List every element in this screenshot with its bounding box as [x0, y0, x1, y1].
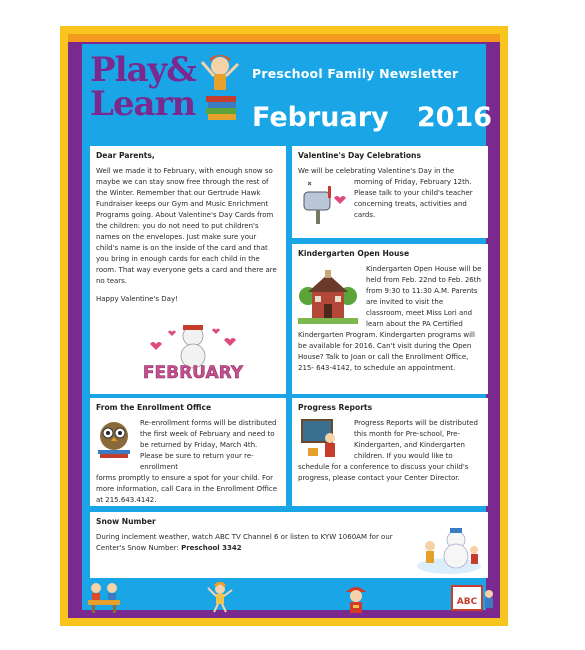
abc-text: ABC: [456, 597, 478, 607]
february-art-text: FEBRUARY: [142, 363, 244, 383]
section-heading: Dear Parents,: [96, 151, 155, 160]
schoolhouse-icon: [298, 268, 358, 324]
owl-on-books-icon: [94, 418, 134, 460]
valentine-mailbox-icon: [298, 178, 346, 226]
kindergarten-body: Kindergarten Program. Kindergarten programs will be available for 2016. Can't visit during the Open House? Talk to Joan or call the Enrollment Office, 215- 643-4142, to schedule an appointment.: [298, 331, 475, 372]
progress-body: schedule for a conference to discuss your child's progress, please contact your Center Director.: [298, 463, 469, 482]
snow-number: Preschool 3342: [181, 544, 242, 552]
section-heading: Valentine's Day Celebrations: [298, 151, 421, 160]
dear-parents-section: [90, 146, 286, 394]
newsletter-date: February 2016: [252, 102, 493, 133]
section-heading: Snow Number: [96, 517, 156, 526]
kindergarten-body-indented: Kindergarten Open House will be held from Feb. 22nd to Feb. 26th from 9:30 to 11:30 A.M. Parents are invited to visit the classroom, meet Miss Lori and learn about the PA Certified: [366, 265, 482, 328]
snow-number-section: [90, 512, 488, 578]
progress-body-indented: Progress Reports will be distributed this month for Pre-school, Pre-Kindergarten, and Kindergarten children. If you would like to: [354, 419, 478, 460]
snowman-kids-icon: [416, 516, 482, 574]
valentines-body: morning of Friday, February 12th. Please talk to your child's teacher concerning treats, activities and cards.: [354, 178, 473, 219]
enrollment-body: forms promptly to ensure a spot for your child. For more information, call Cara in the Enrollment Office at 215.643.4142.: [96, 474, 278, 504]
dear-parents-body: Well we made it to February, with enough snow so maybe we can stay snow free through the rest of the Winter. Remember that our Gertrude Hawk Fundraiser keeps our Gym and Music Enrichment Programs going. About Valentine's Day Cards from the children: you do not need to put children's names on the envelopes. Just make sure your child's name is on the inside of the card and that you bring in enough cards for each child in the room. That way everyone gets a card and there are no tears.: [96, 167, 277, 285]
logo-text-learn: Learn: [90, 84, 196, 124]
valentines-line1: We will be celebrating Valentine's Day in the: [298, 167, 455, 175]
february-snowman-illustration: [138, 322, 248, 386]
snow-body-text: During inclement weather, watch ABC TV Channel 6 or listen to KYW 1060AM for our Center's Snow Number:: [96, 533, 393, 552]
section-heading: Kindergarten Open House: [298, 249, 410, 258]
snow-body: [96, 532, 406, 554]
top-border-orange: [68, 34, 500, 42]
firefighter-kid-icon: [340, 582, 372, 614]
section-heading: Progress Reports: [298, 403, 373, 412]
enrollment-office-section: [90, 398, 286, 506]
girl-jumping-icon: [206, 582, 234, 614]
logo-text-play: Play&: [90, 50, 196, 90]
teacher-at-board-icon: [298, 416, 342, 460]
abc-chalkboard-kid-icon: [450, 584, 496, 614]
section-heading: From the Enrollment Office: [96, 403, 212, 412]
kids-at-table-icon: [86, 580, 122, 614]
kindergarten-open-house-section: [292, 244, 488, 394]
newsletter-title: Preschool Family Newsletter: [252, 66, 459, 81]
logo-kid-on-books-icon: [200, 52, 240, 127]
valentines-section: [292, 146, 488, 238]
closing-text: Happy Valentine's Day!: [96, 295, 178, 303]
enrollment-body-indented: Re-enrollment forms will be distributed the first week of February and need to be returned by Friday, March 4th. Please be sure to return your re-enrollment: [140, 419, 277, 471]
progress-reports-section: [292, 398, 488, 506]
